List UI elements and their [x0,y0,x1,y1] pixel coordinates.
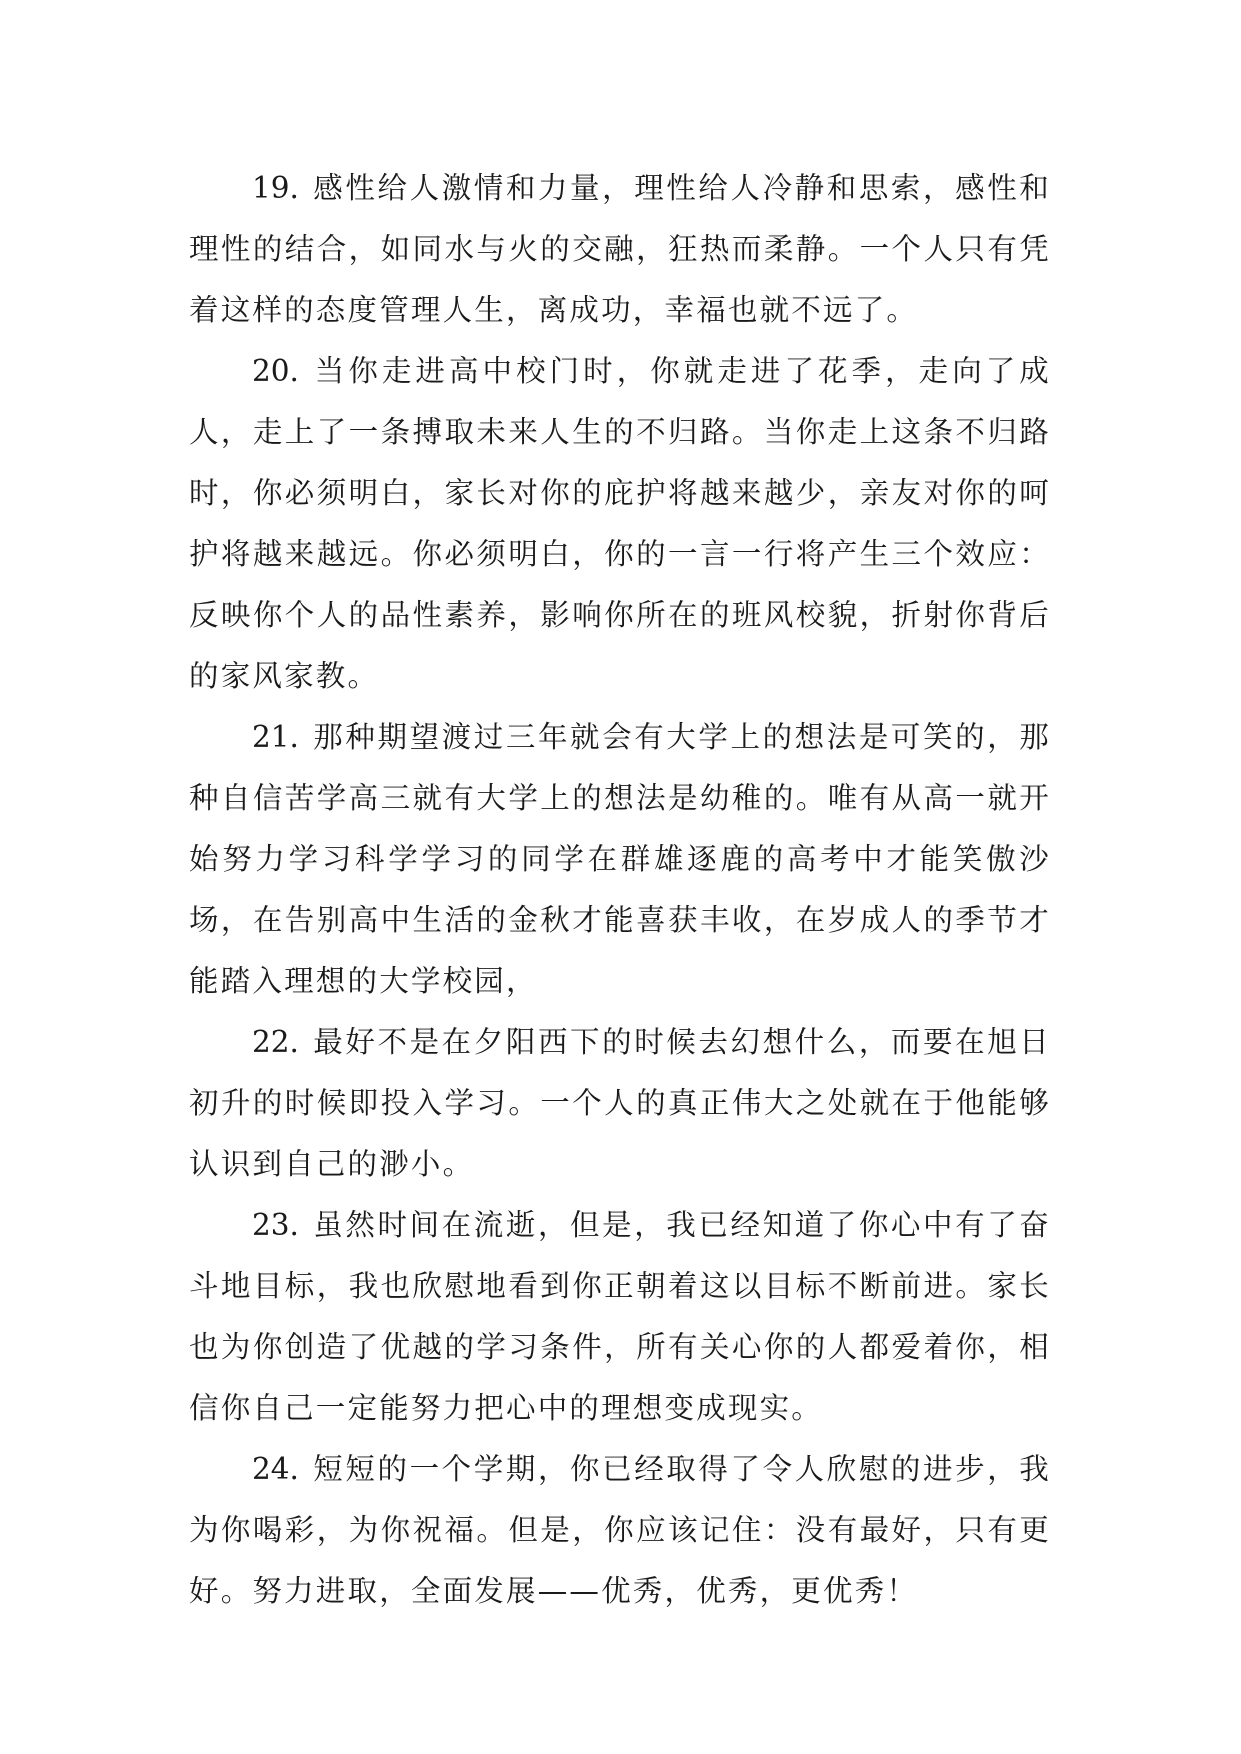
paragraph-23 [189,1195,1051,1439]
paragraph-text: 虽然时间在流逝，但是，我已经知道了你心中有了奋斗地目标，我也欣慰地看到你正朝着这以目标不断前进。家长也为你创造了优越的学习条件，所有关心你的人都爱着你，相信你自己一定能努力把心中的理想变成现实。 [189,1208,1051,1425]
paragraph-19 [189,158,1051,341]
paragraph-number: 20. [252,354,299,388]
paragraph-text: 那种期望渡过三年就会有大学上的想法是可笑的，那种自信苦学高三就有大学上的想法是幼稚的。唯有从高一就开始努力学习科学学习的同学在群雄逐鹿的高考中才能笑傲沙场，在告别高中生活的金秋才能喜获丰收，在岁成人的季节才能踏入理想的大学校园， [189,720,1051,998]
paragraph-number: 23. [252,1208,299,1242]
paragraph-number: 22. [252,1025,299,1059]
paragraph-text: 感性给人激情和力量，理性给人冷静和思索，感性和理性的结合，如同水与火的交融，狂热而柔静。一个人只有凭着这样的态度管理人生，离成功，幸福也就不远了。 [189,171,1051,327]
paragraph-22 [189,1012,1051,1195]
paragraph-number: 19. [252,171,299,205]
paragraph-text: 当你走进高中校门时，你就走进了花季，走向了成人，走上了一条搏取未来人生的不归路。当你走上这条不归路时，你必须明白，家长对你的庇护将越来越少，亲友对你的呵护将越来越远。你必须明白，你的一言一行将产生三个效应：反映你个人的品性素养，影响你所在的班风校貌，折射你背后的家风家教。 [189,354,1051,693]
paragraph-number: 21. [252,720,299,754]
document-body [189,158,1051,1622]
paragraph-number: 24. [252,1452,299,1486]
paragraph-text: 短短的一个学期，你已经取得了令人欣慰的进步，我为你喝彩，为你祝福。但是，你应该记住：没有最好，只有更好。努力进取，全面发展——优秀，优秀，更优秀！ [189,1452,1051,1608]
paragraph-20 [189,341,1051,707]
paragraph-24 [189,1439,1051,1622]
paragraph-21 [189,707,1051,1012]
paragraph-text: 最好不是在夕阳西下的时候去幻想什么，而要在旭日初升的时候即投入学习。一个人的真正伟大之处就在于他能够认识到自己的渺小。 [189,1025,1051,1181]
